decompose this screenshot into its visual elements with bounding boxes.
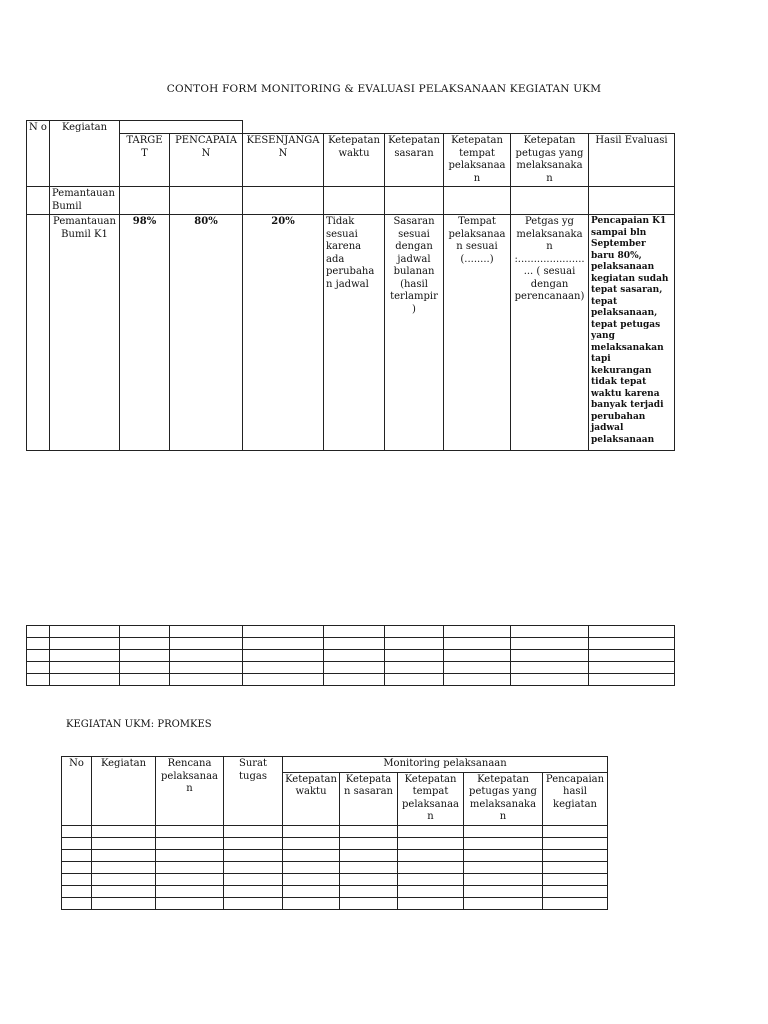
header-pencapaian: Pencapaian hasil kegiatan — [543, 772, 608, 825]
table-row — [62, 825, 608, 837]
row2-kegiatan: Pemantauan Bumil K1 — [50, 215, 120, 451]
header-ketepatan-tempat: Ketepatan tempat pelaksanaa n — [444, 134, 511, 187]
header-pencapaian: PENCAPAIAN — [170, 134, 243, 187]
table-row — [27, 674, 675, 686]
row2-target: 98% — [120, 215, 170, 451]
header-ketepatan-sasaran: Ketepatan sasaran — [385, 134, 444, 187]
table-row — [62, 897, 608, 909]
promkes-table — [61, 756, 608, 910]
row2-waktu: Tidak sesuai karena ada perubaha n jadwal — [324, 215, 385, 451]
row2-pencapaian: 80% — [170, 215, 243, 451]
table-row — [62, 873, 608, 885]
header-blank-cell — [120, 121, 243, 134]
header-no: No — [62, 757, 92, 826]
header-kegiatan: Kegiatan — [92, 757, 156, 826]
table-row — [62, 885, 608, 897]
header-ketepatan-tempat: Ketepatan tempat pelaksanaan — [398, 772, 464, 825]
table-row — [27, 650, 675, 662]
row1-kegiatan: Pemantauan Bumil — [50, 187, 120, 215]
row2-sasaran: Sasaran sesuai dengan jadwal bulanan (hasil terlampir ) — [385, 215, 444, 451]
monitoring-table — [26, 120, 675, 451]
table-row — [27, 626, 675, 638]
header-ketepatan-waktu: Ketepatan waktu — [283, 772, 340, 825]
header-rencana: Rencana pelaksanaan — [156, 757, 224, 826]
row2-hasil-evaluasi: Pencapaian K1 sampai bln September baru 80%, pelaksanaan kegiatan sudah tepat sasaran, tepat pelaksanaan, tepat petugas yang melaksanakan tapi kekurangan tidak tepat waktu karena banyak terjadi perubahan jadwal pelaksanaan — [589, 215, 675, 451]
header-kegiatan: Kegiatan — [50, 121, 120, 187]
row2-kesenjangan: 20% — [243, 215, 324, 451]
table-row — [27, 638, 675, 650]
header-ketepatan-petugas: Ketepatan petugas yang melaksanaka n — [511, 134, 589, 187]
table-row — [62, 837, 608, 849]
table-row — [62, 849, 608, 861]
header-ketepatan-waktu: Ketepatan waktu — [324, 134, 385, 187]
table-row — [27, 662, 675, 674]
section-title: KEGIATAN UKM: PROMKES — [66, 719, 212, 730]
row2-tempat: Tempat pelaksanaa n sesuai (........) — [444, 215, 511, 451]
empty-grid-table — [26, 625, 675, 686]
header-target: TARGE T — [120, 134, 170, 187]
row2-petugas: Petgas yg melaksanaka n :........................ ( sesuai dengan perencanaan) — [511, 215, 589, 451]
header-surat-tugas: Surat tugas — [224, 757, 283, 826]
table-row — [27, 187, 675, 215]
header-no: N o — [27, 121, 50, 187]
header-monitoring: Monitoring pelaksanaan — [283, 757, 608, 773]
table-row — [27, 215, 675, 451]
header-kesenjangan: KESENJANGAN — [243, 134, 324, 187]
header-ketepatan-petugas: Ketepatan petugas yang melaksanaka n — [464, 772, 543, 825]
header-ketepatan-sasaran: Ketepata n sasaran — [340, 772, 398, 825]
page-title: CONTOH FORM MONITORING & EVALUASI PELAKSANAAN KEGIATAN UKM — [166, 83, 602, 95]
header-hasil-evaluasi: Hasil Evaluasi — [589, 134, 675, 187]
table-row — [62, 861, 608, 873]
